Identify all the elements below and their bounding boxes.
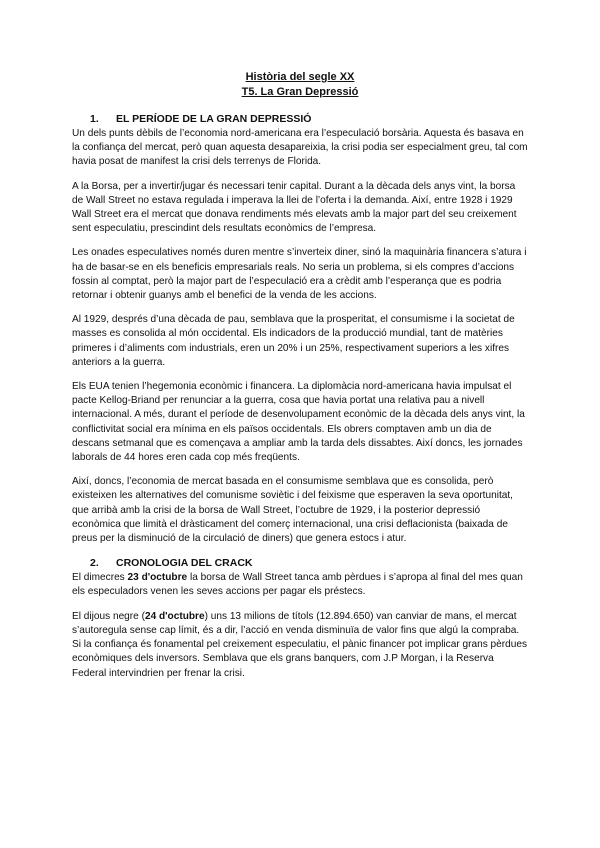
section-1-heading <box>72 112 528 127</box>
p1-text-start: El dimecres <box>72 572 128 584</box>
p2-date-bold: 24 d'octubre <box>144 610 205 622</box>
p1-date-bold: 23 d'octubre <box>127 572 188 584</box>
section-1-paragraph-3: Les onades especulatives només duren mentre s’inverteix diner, sinó la maquinària financera s’atura i ha de basar-se en els beneficis empresarials reals. No seria un problema, si els compres d’accions fossin al comptat, però la major part de l’especulació era a crèdit amb l’esperança que es podria retornar i obtenir guanys amb el benefici de la venda de les accions. <box>72 247 527 302</box>
section-2-paragraph-2 <box>72 610 528 681</box>
section-1-paragraph-4: Al 1929, després d’una dècada de pau, semblava que la prosperitat, el consumisme i la societat de masses es consolida al món occidental. Els indicadors de la producció mundial, tant de matèries primeres i d’aliments com industrials, eren un 20% i un 25%, respectivament superiors a les xifres anteriors a la guerra. <box>72 314 515 368</box>
p2-text-start: El dijous negre ( <box>72 610 145 622</box>
section-1-paragraph-5: Els EUA tenien l’hegemonia econòmic i financera. La diplomàcia nord-americana havia impulsat el pacte Kellog-Briand per renunciar a la guerra, cosa que havia portat una relativa pau a nivell internacional. A més, durant el període de desenvolupament econòmic de la dècada dels anys vint, la conflictivitat social era mínima en els països occidentals. Els obrers comptaven amb un dia de descans setmanal que es començava a ampliar amb la tarda dels dissabtes. Així doncs, les jornades laborals de 44 hores eren cada cop més freqüents. <box>72 381 525 464</box>
document-page <box>72 70 528 691</box>
section-1-number: 1. <box>90 113 99 125</box>
section-2-title: CRONOLOGIA DEL CRACK <box>116 557 253 570</box>
section-2-number: 2. <box>90 557 99 570</box>
section-1-paragraph-2: A la Borsa, per a invertir/jugar és necessari tenir capital. Durant a la dècada dels anys vint, la borsa de Wall Street no estava regulada i imperava la llei de l’oferta i la demanda. Així, entre 1928 i 1929 Wall Street era el mercat que donava rendiments més elevats amb la major part del seu creixement sent especulatiu, prescindint dels resultats econòmics de l’empresa. <box>72 180 517 235</box>
p1-text-end: la borsa de Wall Street tanca amb pèrdues i s’apropa al final del mes quan els especuladors venen les seves accions per pagar els préstecs. <box>72 572 523 598</box>
section-1-title: EL PERÍODE DE LA GRAN DEPRESSIÓ <box>116 113 312 125</box>
course-title: Història del segle XX <box>245 71 355 83</box>
p2-text-end: ) uns 13 milions de títols (12.894.650) van canviar de mans, el mercat s’autoregula sense cap límit, és a dir, l’acció en venda disminuïa de valor fins que algú la compraba. Si la confiança és fonamental pel creixement especulatiu, el pànic financer pot implicar grans pèrdues econòmiques dels inversors. Semblava que els grans banquers, com J.P Morgan, i la Reserva Federal intervindrien per frenar la crisi. <box>72 610 528 679</box>
section-2-paragraph-1 <box>72 571 528 599</box>
section-1-paragraph-6: Així, doncs, l’economia de mercat basada en el consumisme semblava que es consolida, però existeixen les alternatives del comunisme soviètic i del feixisme que esperaven la seva oportunitat, que arribà amb la crisi de la borsa de Wall Street, l’octubre de 1929, i la posterior depressió econòmica que limità el dràsticament del comerç internacional, una crisi deflacionista (baixada de preus per la disminució de la circulació de diners) que genera estocs i atur. <box>72 476 513 545</box>
section-1-paragraph-1: Un dels punts dèbils de l’economia nord-americana era l’especulació borsària. Aquesta és basava en la confiança del mercat, però quan aquesta desapareixia, la crisi podia ser especialment greu, tal com havia posat de manifest la crisi dels terrenys de Florida. <box>72 128 528 168</box>
topic-title: T5. La Gran Depressió <box>241 86 359 98</box>
section-2-heading <box>72 556 528 571</box>
